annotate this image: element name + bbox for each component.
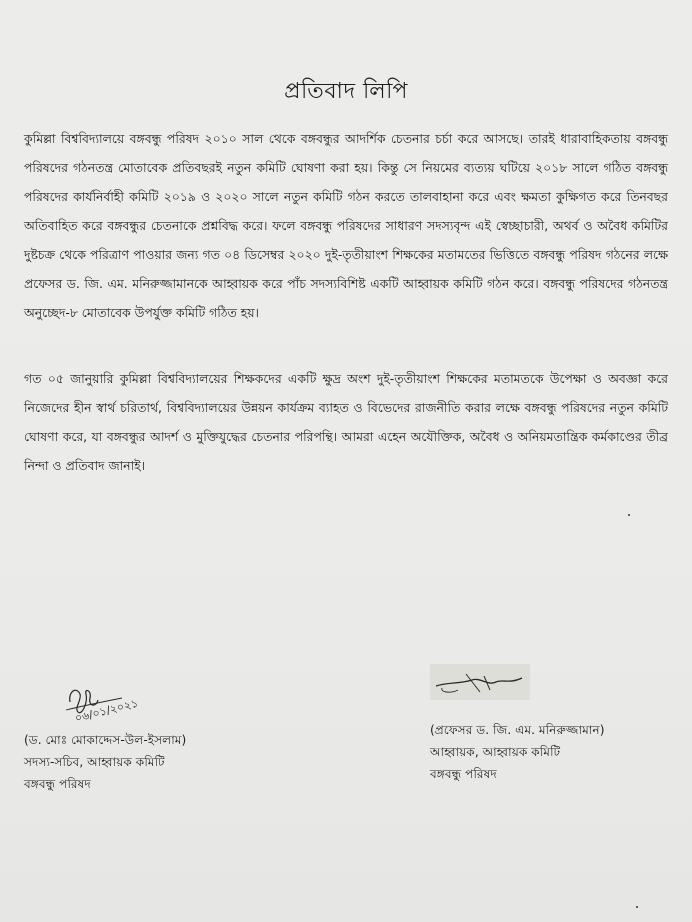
left-signature [62, 672, 172, 728]
svg-text:০৬/০১/২০২১: ০৬/০১/২০২১ [73, 696, 140, 725]
right-signatory-organization: বঙ্গবন্ধু পরিষদ [430, 767, 497, 781]
left-signatory-name: (ড. মোঃ মোকাদ্দেস-উল-ইসলাম) [24, 733, 187, 747]
left-signatory-block [24, 729, 186, 795]
right-signatory-block [430, 719, 604, 785]
paper-speck [636, 906, 638, 908]
right-signatory-name: (প্রফেসর ড. জি. এম. মনিরুজ্জামান) [430, 723, 605, 737]
document-title: প্রতিবাদ লিপি [284, 79, 408, 104]
paper-speck [628, 514, 630, 516]
left-signatory-designation: সদস্য-সচিব, আহ্বায়ক কমিটি [24, 755, 165, 769]
right-signature [430, 664, 530, 700]
paragraph-2: গত ০৫ জানুয়ারি কুমিল্লা বিশ্ববিদ্যালয়ের শিক্ষকদের একটি ক্ষুদ্র অংশ দুই-তৃতীয়াংশ শিক্ষকের মতামতকে উপেক্ষা ও অবজ্ঞা করে নিজেদের হীন স্বার্থ চরিতার্থ, বিশ্ববিদ্যালয়ের উন্নয়ন কার্যক্রম ব্যাহত ও বিভেদের রাজনীতি করার লক্ষে বঙ্গবন্ধু পরিষদের নতুন কমিটি ঘোষণা করে, যা বঙ্গবন্ধুর আদর্শ ও মুক্তিযুদ্ধের চেতনার পরিপন্থি। আমরা এহেন অযৌক্তিক, অবৈধ ও অনিয়মতান্ত্রিক কর্মকাণ্ডের তীব্র নিন্দা ও প্রতিবাদ জানাই। [24, 371, 668, 473]
right-signatory-designation: আহ্বায়ক, আহ্বায়ক কমিটি [430, 745, 561, 759]
left-signatory-organization: বঙ্গবন্ধু পরিষদ [24, 777, 91, 791]
paragraph-1: কুমিল্লা বিশ্ববিদ্যালয়ে বঙ্গবন্ধু পরিষদ ২০১০ সাল থেকে বঙ্গবন্ধুর আদর্শিক চেতনার চর্চা করে আসছে। তারই ধারাবাহিকতায় বঙ্গবন্ধু পরিষদের গঠনতন্ত্র মোতাবেক প্রতিবছরই নতুন কমিটি ঘোষণা করা হয়। কিন্তু সে নিয়মের ব্যত্যয় ঘটিয়ে ২০১৮ সালে গঠিত বঙ্গবন্ধু পরিষদের কার্যনির্বাহী কমিটি ২০১৯ ও ২০২০ সালে নতুন কমিটি গঠন করতে তালবাহানা করে এবং ক্ষমতা কুক্ষিগত করে তিনবছর অতিবাহিত করে বঙ্গবন্ধুর চেতনাকে প্রশ্নবিদ্ধ করে। ফলে বঙ্গবন্ধু পরিষদের সাধারণ সদস্যবৃন্দ এই স্বেচ্ছাচারী, অথর্ব ও অবৈধ কমিটির দুষ্টচক্র থেকে পরিত্রাণ পাওয়ার জন্য গত ০৪ ডিসেম্বর ২০২০ দুই-তৃতীয়াংশ শিক্ষকের মতামতের ভিত্তিতে বঙ্গবন্ধু পরিষদ গঠনের লক্ষে প্রফেসর ড. জি. এম. মনিরুজ্জামানকে আহ্বায়ক করে পাঁচ সদস্যবিশিষ্ট একটি আহ্বায়ক কমিটি গঠন করে। বঙ্গবন্ধু পরিষদের গঠনতন্ত্র অনুচ্ছেদ-৮ মোতাবেক উপর্যুক্ত কমিটি গঠিত হয়। [24, 131, 668, 320]
